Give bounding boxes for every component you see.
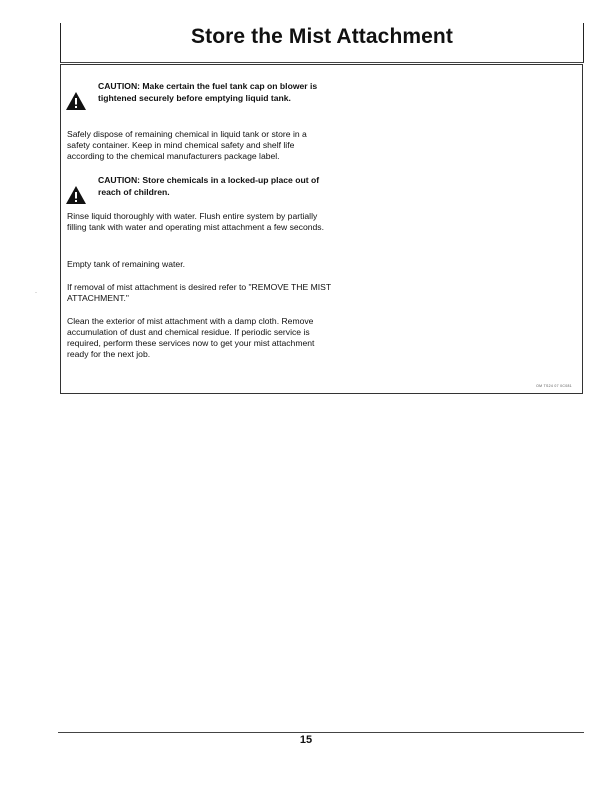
paragraph-dispose-chemical: Safely dispose of remaining chemical in liquid tank or store in a safety container. Keep in mind chemical safety and shelf life according to the chemical manufacturers package label.: [67, 129, 307, 161]
warning-triangle-icon: [65, 185, 87, 205]
footer-rule: [58, 732, 584, 733]
caution-text: CAUTION: Store chemicals in a locked-up place out of reach of children.: [98, 175, 320, 197]
paragraph-empty-tank: Empty tank of remaining water.: [67, 259, 185, 269]
paragraph-rinse-system: Rinse liquid thoroughly with water. Flush entire system by partially filling tank with water and operating mist attachment a few seconds.: [67, 211, 324, 232]
caution-block-store-chemicals: [65, 174, 335, 205]
margin-mark: -: [35, 290, 37, 296]
page-title: Store the Mist Attachment: [191, 25, 453, 48]
paragraph-removal-reference: If removal of mist attachment is desired refer to "REMOVE THE MIST ATTACHMENT.": [67, 282, 331, 303]
caution-block-fuel-cap: [65, 80, 335, 111]
caution-text: CAUTION: Make certain the fuel tank cap on blower is tightened securely before emptying liquid tank.: [98, 81, 318, 103]
instruction-box: [60, 64, 583, 394]
warning-triangle-icon: [65, 91, 87, 111]
figure-code: OM TS24 07 0C081: [536, 384, 572, 388]
title-bar: [60, 23, 584, 63]
paragraph-clean-exterior: Clean the exterior of mist attachment with a damp cloth. Remove accumulation of dust and chemical residue. If periodic service is required, perform these services now to get your mist attachment ready for the next job.: [67, 316, 315, 359]
page-number: 15: [299, 734, 313, 746]
